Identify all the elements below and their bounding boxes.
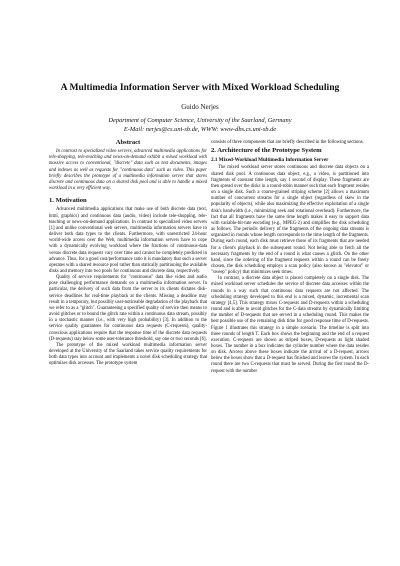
- affiliation-line: Department of Computer Science, University of the Saarland, Germany: [108, 117, 292, 124]
- email-line: E-Mail: nerjes@cs.uni-sb.de, WWW: www-dbs.cs.uni-sb.de: [123, 125, 277, 133]
- right-intro-text: consists of three components that are briefly described in the following sections.: [211, 140, 364, 145]
- section1-paragraph: Quality of service requirements for "continuous" data like video and audio pose challenging performance demands on a multimedia information server. In particular, the delivery of such data from the server to its clients dictates disk-service deadlines for real-time playback at the clients. Missing a deadline may result in a temporary, but possibly user-noticeable degradation of the playback that we refer to as a "glitch". Guaranteeing a specified quality of service then means to avoid glitches or to bound the glitch rate within a continuous data stream, possibly in a stochastic manner (i.e., with very high probability) [3]. In addition to the service quality guarantees for continuous data requests (C-requests), quality-conscious applications require that the response time of the discrete data requests (D-requests) stay below some user-tolerance threshold, say one or two seconds [6].: [49, 275, 207, 342]
- paper-title: A Multimedia Information Server with Mixed Workload Scheduling: [60, 82, 340, 93]
- section1-paragraph: Advanced multimedia applications that make use of both discrete data (text, html, graphics) and continuous data (audio, video) include tele-shopping, tele-teaching or news-on-demand applications. In contrast to specialized video servers [1] and unlike conventional web servers, multimedia information servers have to deliver both data types to the clients. Furthermore, with unrestricted 24-hour world-wide access over the Web, multimedia information servers have to cope with a dynamically evolving workload where the fractions of continuous-data versus discrete data requests vary over time and cannot be completely predicted in advance. Thus, for a good cost/performance ratio it is mandatory that such a server operates with a shared resource pool rather than statically partitioning the available disks and memory into two pools for continuous and discrete data, respectively.: [49, 207, 207, 274]
- abstract-text: In contrast to specialized video servers, advanced multimedia applications for tele-shopping, tele-teaching and news-on-demand exhibit a mixed workload with massive access to conventional, "discrete" data such as text documents, images and indexes as well as requests for "continuous data" such as video. This paper briefly describes the prototype of a multimedia information server that stores discrete and continuous data on a shared disk pool and is able to handle a mixed workload in a very efficient way.: [49, 149, 207, 192]
- right-column: [211, 140, 369, 375]
- paper-author: Guido Nerjes: [181, 103, 219, 111]
- section21-heading: 2.1 Mixed-Workload Multimedia Information Server: [211, 157, 329, 164]
- section1-heading: 1. Motivation: [49, 197, 87, 205]
- section1-paragraph: The prototype of the mixed workload multimedia information server developed at the University of the Saarland takes service quality requirements for both data types into account and implements a novel disk scheduling strategy that optimizes disk accesses. The prototype system: [49, 342, 207, 367]
- section2-paragraph: The mixed workload server stores continuous and discrete data objects on a shared disk pool. A continuous data object, e.g., a video, is partitioned into fragments of constant time length, say 1 second of display. These fragments are then spread over the disks in a round-robin manner such that each fragment resides on a single disk. Such a coarse-grained striping scheme [2] allows a maximum number of concurrent streams for a single object (regardless of skew in the popularity of objects), while also maximizing the effective exploitation of a single disk's bandwidth (i.e., minimizing seek and rotational overhead). Furthermore, the fact that all fragments have the same time length makes it easy to support data with variable-bit-rate encoding (e.g., MPEG-2) and simplifies the disk scheduling as follows. The periodic delivery of the fragments of the ongoing data streams is organized in rounds whose length corresponds to the time length of the fragments. During each round, each disk must retrieve those of its fragments that are needed for a client's playback in the subsequent round. Not being able to fetch all the necessary fragments by the end of a round is what causes a glitch. On the other hand, since the ordering of the fragment requests within a round can be freely chosen, the disk scheduling employs a scan policy (also known as "elevator" or "sweep" policy) that minimizes seek times.: [211, 165, 369, 276]
- abstract-heading: Abstract: [115, 139, 141, 146]
- paper-affiliation: [0, 117, 400, 134]
- left-column: [49, 140, 207, 367]
- section2-heading: 2. Architecture of the Prototype System: [211, 147, 322, 155]
- section2-paragraph: In contrast, a discrete data object is placed completely on a single disk. The mixed workload server schedules the service of discrete data accesses within the rounds in a way such that continuous data requests are not affected. The scheduling strategy developed to this end is a mixed, dynamic, incremental scan strategy [4,5]. This strategy mixes C-requests and D-requests within a scheduling round and is able to avoid glitches for the C-data streams by dynamically limiting the number of D-requests that are served in a scheduling round. This makes the best possible use of the remaining disk time for good response time of D-requests. Figure 1 illustrates this strategy in a simple scenario. The timeline is split into three rounds of length T. Each box shows the beginning and the end of a request execution. C-requests are shown as striped boxes, D-requests as light shaded boxes. The number in a box indicates the cylinder number where the data resides on disk. Arrows above these boxes indicate the arrival of a D-request, arrows below the boxes show that a D-request has finished and leaves the system. In each round there are two C-requests that must be served. During the first round the D-request with the number: [211, 276, 369, 374]
